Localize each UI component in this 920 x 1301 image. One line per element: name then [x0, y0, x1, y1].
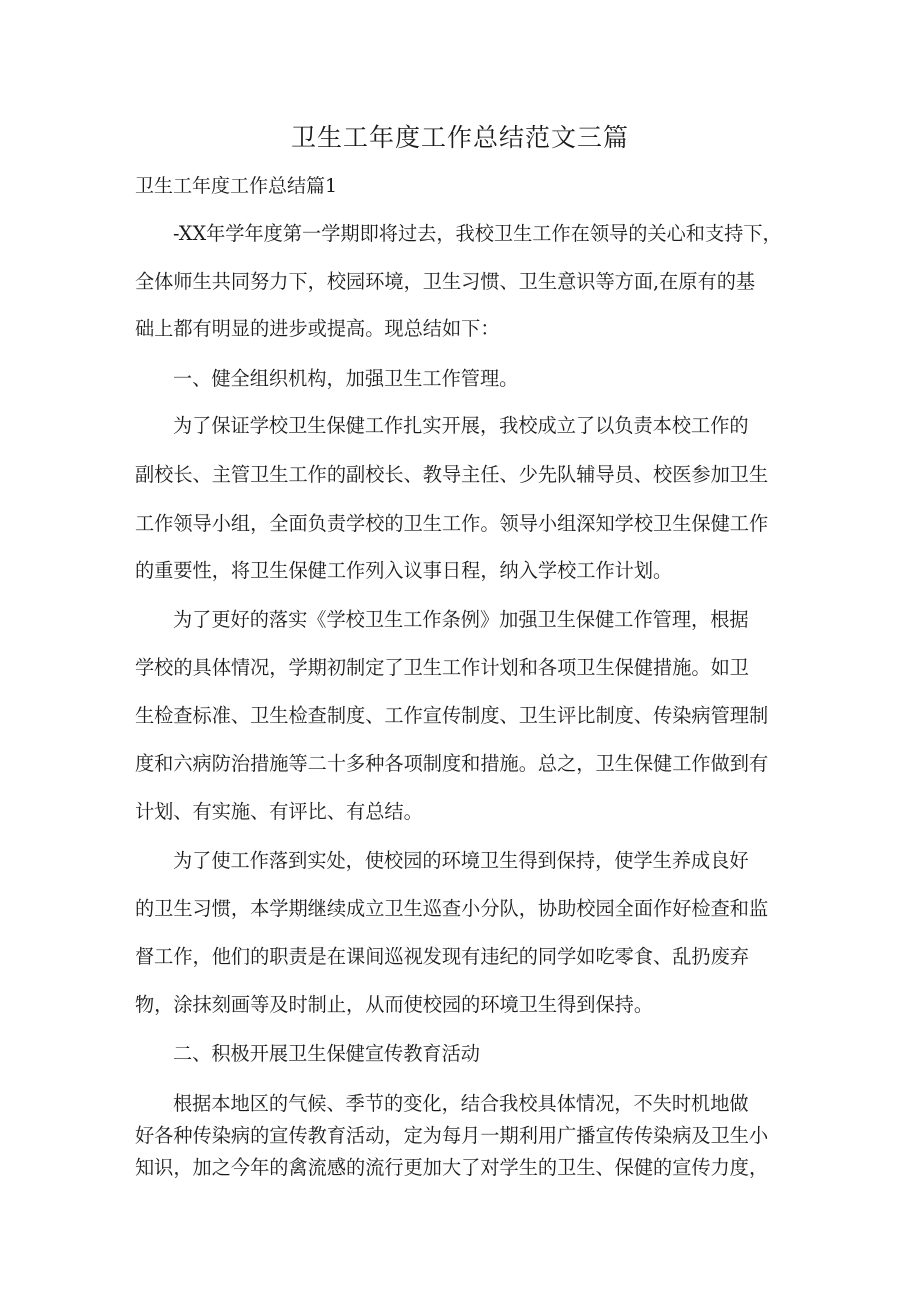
- subsection-heading: 二、积极开展卫生保健宣传教育活动: [173, 1042, 480, 1065]
- paragraph-line: 的重要性，将卫生保健工作列入议事日程，纳入学校工作计划。: [135, 559, 673, 582]
- paragraph-line: 全体师生共同努力下，校园环境，卫生习惯、卫生意识等方面,在原有的基: [135, 270, 756, 293]
- paragraph-line: 为了保证学校卫生保健工作扎实开展，我校成立了以负责本校工作的: [173, 414, 749, 437]
- paragraph-line: 度和六病防治措施等二十多种各项制度和措施。总之，卫生保健工作做到有: [135, 752, 769, 775]
- paragraph-line: 副校长、主管卫生工作的副校长、教导主任、少先队辅导员、校医参加卫生: [135, 463, 769, 486]
- paragraph-line: 础上都有明显的进步或提高。现总结如下：: [135, 317, 500, 340]
- paragraph-line: 生检查标准、卫生检查制度、工作宣传制度、卫生评比制度、传染病管理制: [135, 704, 769, 727]
- paragraph-line: 知识，加之今年的禽流感的流行更加大了对学生的卫生、保健的宣传力度，: [135, 1156, 769, 1179]
- paragraph-line: 的卫生习惯，本学期继续成立卫生巡查小分队，协助校园全面作好检查和监: [135, 897, 769, 920]
- paragraph-line: 物，涂抹刻画等及时制止，从而使校园的环境卫生得到保持。: [135, 993, 654, 1016]
- paragraph-line: 根据本地区的气候、季节的变化，结合我校具体情况，不失时机地做: [173, 1092, 749, 1115]
- section-heading: 卫生工年度工作总结篇1: [135, 175, 338, 197]
- document-title: 卫生工年度工作总结范文三篇: [290, 123, 629, 152]
- paragraph-line: 学校的具体情况，学期初制定了卫生工作计划和各项卫生保健措施。如卫: [135, 656, 749, 679]
- paragraph-line: 为了更好的落实《学校卫生工作条例》加强卫生保健工作管理，根据: [173, 608, 749, 631]
- paragraph-line: 督工作，他们的职责是在课间巡视发现有违纪的同学如吃零食、乱扔废弃: [135, 945, 749, 968]
- paragraph-line: 工作领导小组，全面负责学校的卫生工作。领导小组深知学校卫生保健工作: [135, 512, 769, 535]
- paragraph-line: -XX年学年度第一学期即将过去，我校卫生工作在领导的关心和支持下，: [173, 222, 782, 245]
- paragraph-line: 计划、有实施、有评比、有总结。: [135, 800, 423, 823]
- paragraph-line: 为了使工作落到实处，使校园的环境卫生得到保持，使学生养成良好: [173, 849, 749, 872]
- paragraph-line: 好各种传染病的宣传教育活动，定为每月一期利用广播宣传传染病及卫生小: [135, 1124, 769, 1147]
- subsection-heading: 一、健全组织机构，加强卫生工作管理。: [173, 367, 519, 390]
